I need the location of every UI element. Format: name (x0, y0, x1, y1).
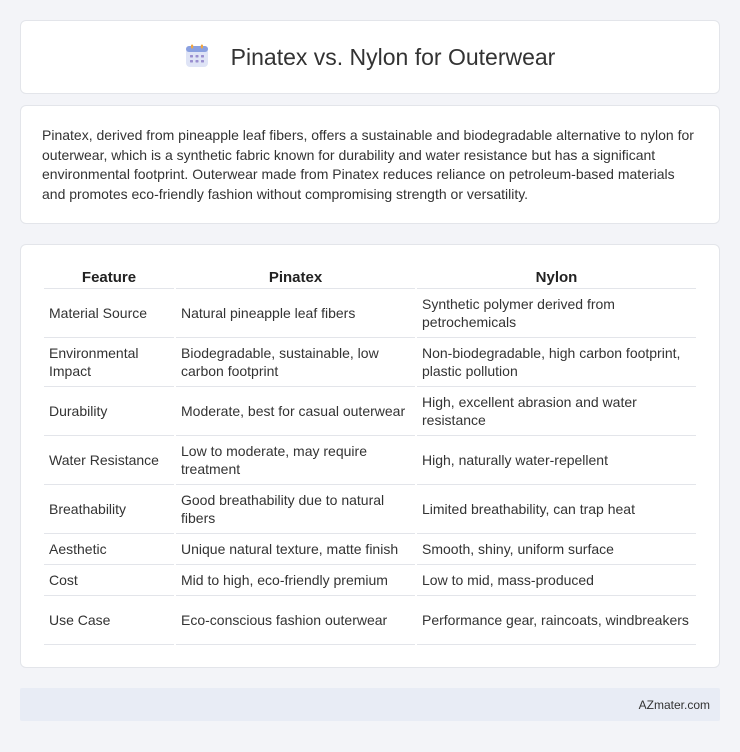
feature-cell: Aesthetic (44, 534, 174, 565)
column-header-feature: Feature (44, 261, 174, 289)
feature-cell: Water Resistance (44, 436, 174, 485)
feature-cell: Durability (44, 387, 174, 436)
column-header-nylon: Nylon (417, 261, 696, 289)
pinatex-cell: Eco-conscious fashion outerwear (176, 596, 415, 645)
column-header-pinatex: Pinatex (176, 261, 415, 289)
footer-brand: AZmater.com (638, 697, 710, 712)
table-row (44, 387, 696, 436)
table-row (44, 436, 696, 485)
pinatex-cell: Natural pineapple leaf fibers (176, 289, 415, 338)
pinatex-cell: Moderate, best for casual outerwear (176, 387, 415, 436)
footer-bar (20, 688, 720, 721)
table-row (44, 534, 696, 565)
feature-cell: Use Case (44, 596, 174, 645)
table-header-row (44, 261, 696, 289)
table-row (44, 485, 696, 534)
feature-cell: Material Source (44, 289, 174, 338)
pinatex-cell: Unique natural texture, matte finish (176, 534, 415, 565)
table-row (44, 596, 696, 645)
table-row (44, 565, 696, 596)
nylon-cell: Performance gear, raincoats, windbreakers (417, 596, 696, 645)
table-row (44, 289, 696, 338)
pinatex-cell: Good breathability due to natural fibers (176, 485, 415, 534)
pinatex-cell: Mid to high, eco-friendly premium (176, 565, 415, 596)
feature-cell: Breathability (44, 485, 174, 534)
intro-paragraph: Pinatex, derived from pineapple leaf fibers, offers a sustainable and biodegradable alternative to nylon for outerwear, which is a synthetic fabric known for durability and water resistance but has a significant environmental footprint. Outerwear made from Pinatex reduces reliance on petroleum-based materials and promotes eco-friendly fashion without compromising strength or versatility. (42, 127, 694, 202)
pinatex-cell: Low to moderate, may require treatment (176, 436, 415, 485)
feature-cell: Environmental Impact (44, 338, 174, 387)
nylon-cell: Smooth, shiny, uniform surface (417, 534, 696, 565)
nylon-cell: High, naturally water-repellent (417, 436, 696, 485)
nylon-cell: Synthetic polymer derived from petrochemicals (417, 289, 696, 338)
comparison-card (20, 244, 720, 668)
comparison-table (42, 261, 698, 645)
nylon-cell: Low to mid, mass-produced (417, 565, 696, 596)
calendar-icon (185, 44, 209, 68)
nylon-cell: Non-biodegradable, high carbon footprint, plastic pollution (417, 338, 696, 387)
intro-card (20, 105, 720, 224)
table-row (44, 338, 696, 387)
page-title: Pinatex vs. Nylon for Outerwear (230, 43, 556, 70)
nylon-cell: Limited breathability, can trap heat (417, 485, 696, 534)
pinatex-cell: Biodegradable, sustainable, low carbon footprint (176, 338, 415, 387)
title-card (20, 20, 720, 94)
feature-cell: Cost (44, 565, 174, 596)
nylon-cell: High, excellent abrasion and water resistance (417, 387, 696, 436)
